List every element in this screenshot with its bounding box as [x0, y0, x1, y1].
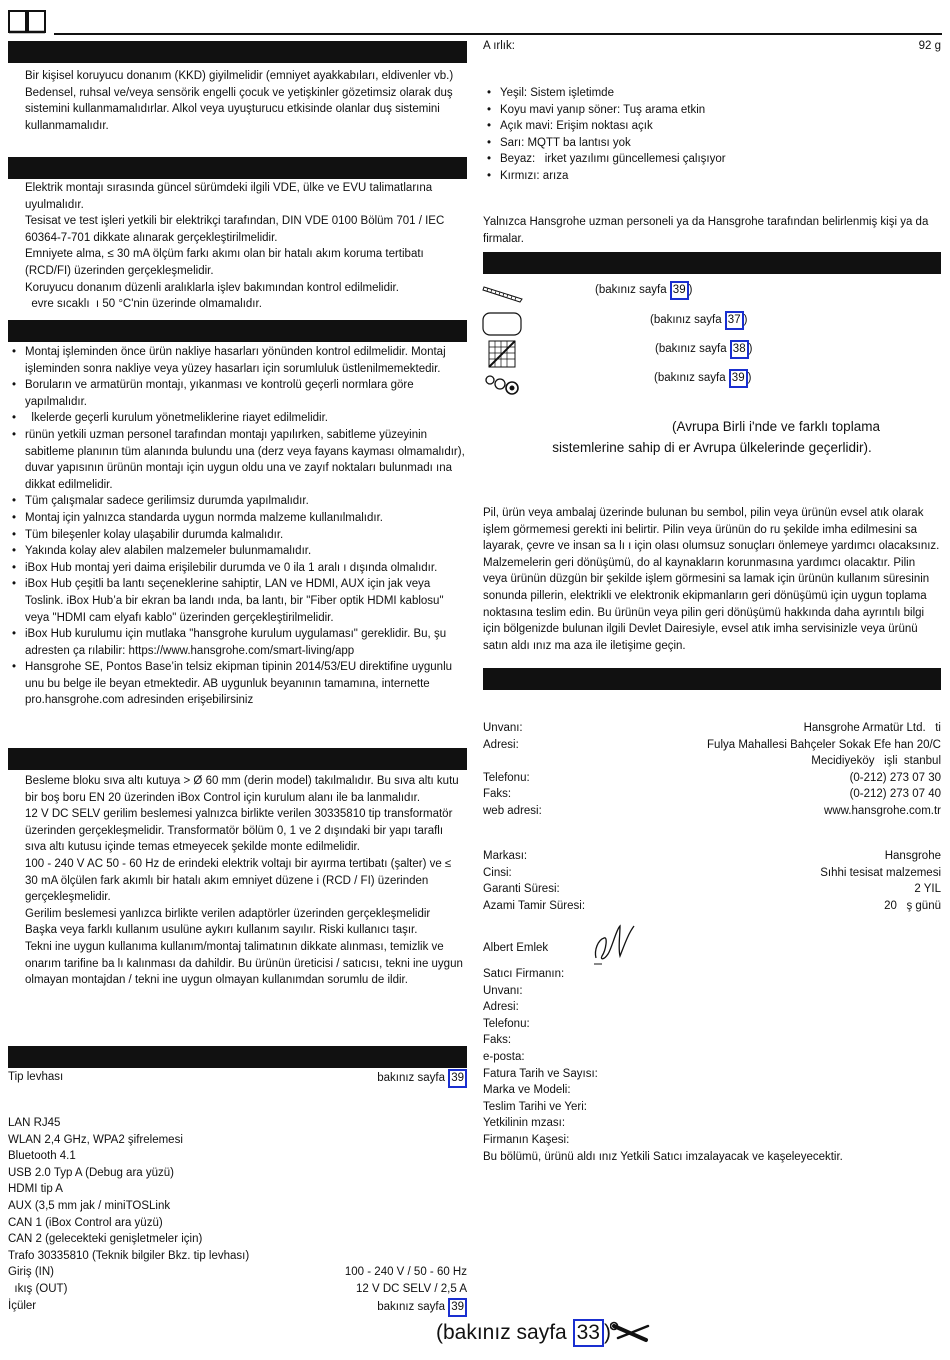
service-text: Yalnızca Hansgrohe uzman personeli ya da Hansgrohe tarafından belirlenmiş kişi ya da firmalar. [483, 216, 929, 245]
weight-value: 92 g [918, 40, 941, 52]
signer-name: Albert Emlek [483, 942, 549, 954]
section-bar-safety [8, 41, 467, 63]
product-label: Azami Tamir Süresi: [483, 899, 586, 912]
output-label: ıkış (OUT) [8, 1282, 68, 1295]
input-value: 100 - 240 V / 50 - 60 Hz [344, 1266, 467, 1279]
assembly-item: • iBox Hub montaj yeri daima erişilebilir durumda ve 0 ila 1 aralı ı dışında olmalıdır. [9, 560, 467, 577]
ref-line-4 [654, 369, 751, 388]
led-status-item: • Kırmızı: arıza [484, 168, 942, 185]
assembly-item: • rünün yetkili uzman personel tarafından montajı yapılırken, sabitleme yüzeyinin sabitleme planının tüm alanında bulundu una (derz veya fayans kayması olmamalıdır), duvar yapısının ürünün montajı için uygun oldu una ve zayıf noktaları bulunmadı ına dikkat edilmelidir. [9, 427, 467, 493]
ref-line-1 [595, 281, 692, 300]
seller-field: Yetkilinin mzası: [483, 1117, 566, 1130]
safety-section [25, 68, 467, 134]
tip-label-row [8, 1069, 467, 1088]
eu-note-line-2: sistemlerine sahip di er Avrupa ülkelerinde geçerlidir). [552, 440, 872, 455]
assembly-item: • iBox Hub çeşitli ba lantı seçeneklerine sahiptir, LAN ve HDMI, AUX için jak veya Toslink. iBox Hub’a bir ekran ba landı ında, ba lantı, bir "Fiber optik HDMI kablosu" veya "HDMI cam elyafı kablo" üzerinden gerçekleştirilmelidir. [9, 576, 467, 626]
close-paren: ) [688, 284, 693, 296]
product-value: 20 ş günü [884, 899, 941, 912]
product-label: Cinsi: [483, 866, 512, 879]
usage-text-6: Tekni ine uygun kullanıma kullanım/montaj talimatının dikkate alınması, temizlik ve onarım tarifine ba lı kalınması da dahildir. Bu ürünün üreticisi / satıcısı, tekni ine uygun olmayan montajdan / tekni ine uygun olmayan kullanımdan sorumlu de ildir. [25, 940, 463, 987]
grid-pattern-icon [488, 340, 516, 368]
page-link-39[interactable]: 39 [448, 1298, 467, 1317]
product-value: 2 YIL [914, 883, 941, 896]
see-page-text: (bakınız sayfa [654, 372, 726, 384]
seller-field: Firmanın Kaşesi: [483, 1133, 570, 1146]
eu-note-line-1: (Avrupa Birli i'nde ve farklı toplama [672, 419, 880, 434]
electrical-text-2: Tesisat ve test işleri yetkili bir elektrikçi tarafından, DIN VDE 0100 Bölüm 701 / IEC 60364-7-701 dikkate alınarak gerçekleştirilmelidir. [25, 215, 445, 244]
spec-item: USB 2.0 Typ A (Debug ara yüzü) [8, 1166, 174, 1179]
page-link-39[interactable]: 39 [670, 281, 689, 300]
seller-field: Fatura Tarih ve Sayısı: [483, 1067, 598, 1080]
fittings-icon [482, 370, 522, 398]
see-page-text: (bakınız sayfa [595, 284, 667, 296]
bottom-ref [436, 1318, 611, 1348]
bottom-close-paren: ) [603, 1321, 611, 1344]
spec-item: CAN 1 (iBox Control ara yüzü) [8, 1216, 163, 1229]
led-status-item: • Yeşil: Sistem işletimde [484, 85, 942, 102]
company-row [483, 786, 941, 803]
assembly-item: • Yakında kolay alev alabilen malzemeler bulunmamalıdır. [9, 543, 467, 560]
seller-fields [483, 966, 941, 1165]
section-bar-electrical [8, 157, 467, 179]
seller-note: Bu bölümü, ürünü aldı ınız Yetkili Satıcı imzalayacak ve kaşeleyecektir. [483, 1150, 843, 1163]
seller-field: Telefonu: [483, 1017, 530, 1030]
company-value: Fulya Mahallesi Bahçeler Sokak Efe han 20/C [707, 738, 941, 751]
company-info [483, 720, 941, 820]
section-bar-usage [8, 748, 467, 770]
electrical-text-1: Elektrik montajı sırasında güncel sürümdeki ilgili VDE, ülke ve EVU talimatlarına uyulmalıdır. [25, 182, 433, 211]
close-paren: ) [743, 314, 748, 326]
usage-text-2: 12 V DC SELV gerilim beslemesi yalnızca birlikte verilen 30335810 tip transformatör üzerinden gerçekleşmelidir. Transformatör bölüm 0, 1 ve 2 dışındaki bir yapı taraflı sıva altı kutusu içinde temas etmeyecek şekilde monte edilmelidir. [25, 808, 453, 854]
product-label: Garanti Süresi: [483, 883, 560, 896]
company-label: web adresi: [483, 804, 542, 817]
electrical-section [25, 180, 467, 313]
spec-item: WLAN 2,4 GHz, WPA2 şifrelemesi [8, 1133, 183, 1146]
usage-text-4: Gerilim beslemesi yanlızca birlikte verilen adaptörler üzerinden gerçekleşmelidir [25, 907, 431, 920]
page-link-33[interactable]: 33 [573, 1319, 604, 1347]
see-page-text: (bakınız sayfa [650, 314, 722, 326]
section-bar-assembly [8, 320, 467, 342]
tip-label: Tip levhası [8, 1071, 64, 1083]
section-bar-maintenance [483, 252, 941, 274]
ruler-icon [482, 283, 524, 303]
input-row [8, 1264, 467, 1281]
product-value: Hansgrohe [884, 850, 941, 862]
section-bar-warranty [483, 668, 941, 690]
company-row [483, 720, 941, 737]
book-icon [7, 8, 47, 34]
assembly-item: • Montaj işleminden önce ürün nakliye hasarları yönünden kontrol edilmelidir. Montaj işleminden sonra nakliye veya yüzey hasarları için sorumluluk üstlenilmemektedir. [9, 344, 467, 377]
header-rule [54, 33, 942, 35]
product-row [483, 898, 941, 915]
weight-row [483, 38, 941, 55]
product-value: Sıhhi tesisat malzemesi [820, 866, 941, 879]
contents-ref [377, 1298, 467, 1317]
weight-label: A ırlık: [483, 40, 515, 52]
tip-ref [377, 1069, 467, 1088]
page-link-39[interactable]: 39 [448, 1069, 467, 1088]
company-value: www.hansgrohe.com.tr [824, 804, 941, 817]
disposal-text: Pil, ürün veya ambalaj üzerinde bulunan bu sembol, pilin veya ürünün evsel atık olarak işlem görmemesi gerekti ini belirtir. Pilin veya ürünün do ru şekilde imha edilmesini sa layarak, çevre ve insan sa lı ı için olası olumsuz sonuçları önlemeye yardımcı olacaksınız. Malzemelerin geri dönüşümü, do al kaynakların korunmasına yardımcı olacaktır. Pilin veya ürünün düzgün bir şekilde işlem görmesini sa lamak için ürünün kullanım süresinin sonunda pillerin, elektrikli ve elektronik ekipmanların geri dönüşümü için uygun toplama noktasına teslim edin. Bu ürünün veya pilin geri dönüşümü hakkında daha ayrıntılı bilgi için bölgenizde bulunan ilgili Devlet Dairesiyle, evsel atık imha servisinizle veya ürünü satın aldı ınız ma aza ile iletişime geçin. [483, 507, 940, 652]
assembly-item: • Tüm bileşenler kolay ulaşabilir durumda kalmalıdır. [9, 527, 467, 544]
assembly-section [9, 344, 467, 709]
spec-list [8, 1115, 467, 1317]
usage-text-1: Besleme bloku sıva altı kutuya > Ø 60 mm (derin model) takılmalıdır. Bu sıva altı kutu bir boş boru EN 20 üzerinden iBox Control için kurulum alanı ile ba lanmalıdır. [25, 775, 459, 804]
page-link-37[interactable]: 37 [725, 311, 744, 330]
usage-text-5: Başka veya farklı kullanım usulüne aykırı kullanım sayılır. Riski kullanıcı taşır. [25, 924, 418, 937]
spec-item: Bluetooth 4.1 [8, 1150, 76, 1163]
assembly-item: • Hansgrohe SE, Pontos Base’in telsiz ekipman tipinin 2014/53/EU direktifine uygunlu unu bu belge ile beyan etmektedir. AB uygunluk beyanının tamamına, internette pro.hansgrohe.com adresinden erişebilirsiniz [9, 659, 467, 709]
rounded-rectangle-icon [482, 312, 522, 336]
product-row [483, 848, 941, 865]
see-page-text: bakınız sayfa [377, 1300, 445, 1313]
safety-text-1: Bir kişisel koruyucu donanım (KKD) giyilmelidir (emniyet ayakkabıları, eldivenler vb.) [25, 70, 454, 82]
product-info [483, 848, 941, 914]
usage-text-3: 100 - 240 V AC 50 - 60 Hz de erindeki elektrik voltajı bir ayırma tertibatı (şalter) ve ≤ 30 mA ölçülen fark akımlı bir hatalı akım emniyet düzene i (RCD / FI) üzerinden gerçekleşmelidir. [25, 857, 452, 904]
contents-row [8, 1298, 467, 1317]
assembly-item: • lkelerde geçerli kurulum yönetmeliklerine riayet edilmelidir. [9, 410, 467, 427]
wrench-icon [610, 1320, 652, 1346]
product-row [483, 865, 941, 882]
company-value: Hansgrohe Armatür Ltd. ti [803, 722, 941, 734]
electrical-text-5: evre sıcaklı ı 50 °C'nin üzerinde olmamalıdır. [25, 298, 262, 311]
spec-item: AUX (3,5 mm jak / miniTOSLink [8, 1199, 171, 1212]
company-value: Mecidiyeköy işli stanbul [811, 755, 941, 768]
assembly-item: • Boruların ve armatürün montajı, yıkanması ve kontrolü geçerli normlara göre yapılmalıdır. [9, 377, 467, 410]
product-row [483, 881, 941, 898]
signature-icon [590, 920, 640, 968]
company-row [483, 803, 941, 820]
company-row [483, 753, 941, 770]
company-label: Adresi: [483, 738, 519, 751]
see-page-text: (bakınız sayfa [655, 343, 727, 355]
company-value: (0-212) 273 07 40 [849, 788, 941, 801]
close-paren: ) [747, 372, 752, 384]
led-status-item: • Sarı: MQTT ba lantısı yok [484, 135, 942, 152]
company-row [483, 770, 941, 787]
output-row [8, 1281, 467, 1298]
seller-field: Marka ve Modeli: [483, 1084, 571, 1097]
close-paren: ) [748, 343, 753, 355]
led-status-item: • Koyu mavi yanıp söner: Tuş arama etkin [484, 102, 942, 119]
spec-item: HDMI tip A [8, 1183, 63, 1196]
assembly-item: • iBox Hub kurulumu için mutlaka "hansgrohe kurulum uygulaması" gereklidir. Bu, şu adresten ça rılabilir: https://www.hansgrohe.com/smart-living/app [9, 626, 467, 659]
spec-item: CAN 2 (gelecekteki genişletmeler için) [8, 1233, 203, 1246]
assembly-item: • Montaj için yalnızca standarda uygun normda malzeme kullanılmalıdır. [9, 510, 467, 527]
output-value: 12 V DC SELV / 2,5 A [355, 1282, 467, 1295]
usage-section [25, 773, 467, 989]
spec-item: LAN RJ45 [8, 1117, 61, 1129]
led-status-item: • Açık mavi: Erişim noktası açık [484, 118, 942, 135]
led-status-item: • Beyaz: irket yazılımı güncellemesi çalışıyor [484, 151, 942, 168]
assembly-item: • Tüm çalışmalar sadece gerilimsiz durumda yapılmalıdır. [9, 493, 467, 510]
electrical-text-3: Emniyete alma, ≤ 30 mA ölçüm farkı akımı olan bir hatalı akım koruma tertibatı (RCD/FI) üzerinden gerçekleşmelidir. [25, 248, 424, 277]
product-label: Markası: [483, 850, 528, 862]
company-label: Telefonu: [483, 771, 530, 784]
led-status-list [484, 85, 942, 185]
ref-line-3 [655, 340, 752, 359]
seller-field: Adresi: [483, 1001, 519, 1014]
seller-field: Satıcı Firmanın: [483, 968, 565, 980]
see-page-text: bakınız sayfa [377, 1072, 445, 1084]
company-label: Unvanı: [483, 722, 523, 734]
page-link-38[interactable]: 38 [730, 340, 749, 359]
eu-note [483, 416, 941, 458]
safety-text-2: Bedensel, ruhsal ve/veya sensörik engelli çocuk ve yetişkinler gözetimsiz olarak duş sistemini kullanmamalıdırlar. Alkol veya uyuşturucu etkisinde olanlar duş sistemini kullanmamalıdır. [25, 86, 453, 132]
seller-field: e-posta: [483, 1050, 525, 1063]
bottom-see-page: (bakınız sayfa [436, 1321, 567, 1344]
seller-field: Unvanı: [483, 984, 523, 997]
section-bar-technical [8, 1046, 467, 1068]
seller-field: Faks: [483, 1034, 512, 1047]
input-label: Giriş (IN) [8, 1266, 54, 1279]
spec-item: Trafo 30335810 (Teknik bilgiler Bkz. tip levhası) [8, 1249, 250, 1262]
ref-line-2 [650, 311, 747, 330]
company-value: (0-212) 273 07 30 [849, 771, 941, 784]
company-row [483, 737, 941, 754]
contents-label: İçüler [8, 1299, 37, 1312]
electrical-text-4: Koruyucu donanım düzenli aralıklarla işlev bakımından kontrol edilmelidir. [25, 281, 399, 294]
company-label: Faks: [483, 788, 512, 801]
page-link-39[interactable]: 39 [729, 369, 748, 388]
seller-field: Teslim Tarihi ve Yeri: [483, 1100, 587, 1113]
